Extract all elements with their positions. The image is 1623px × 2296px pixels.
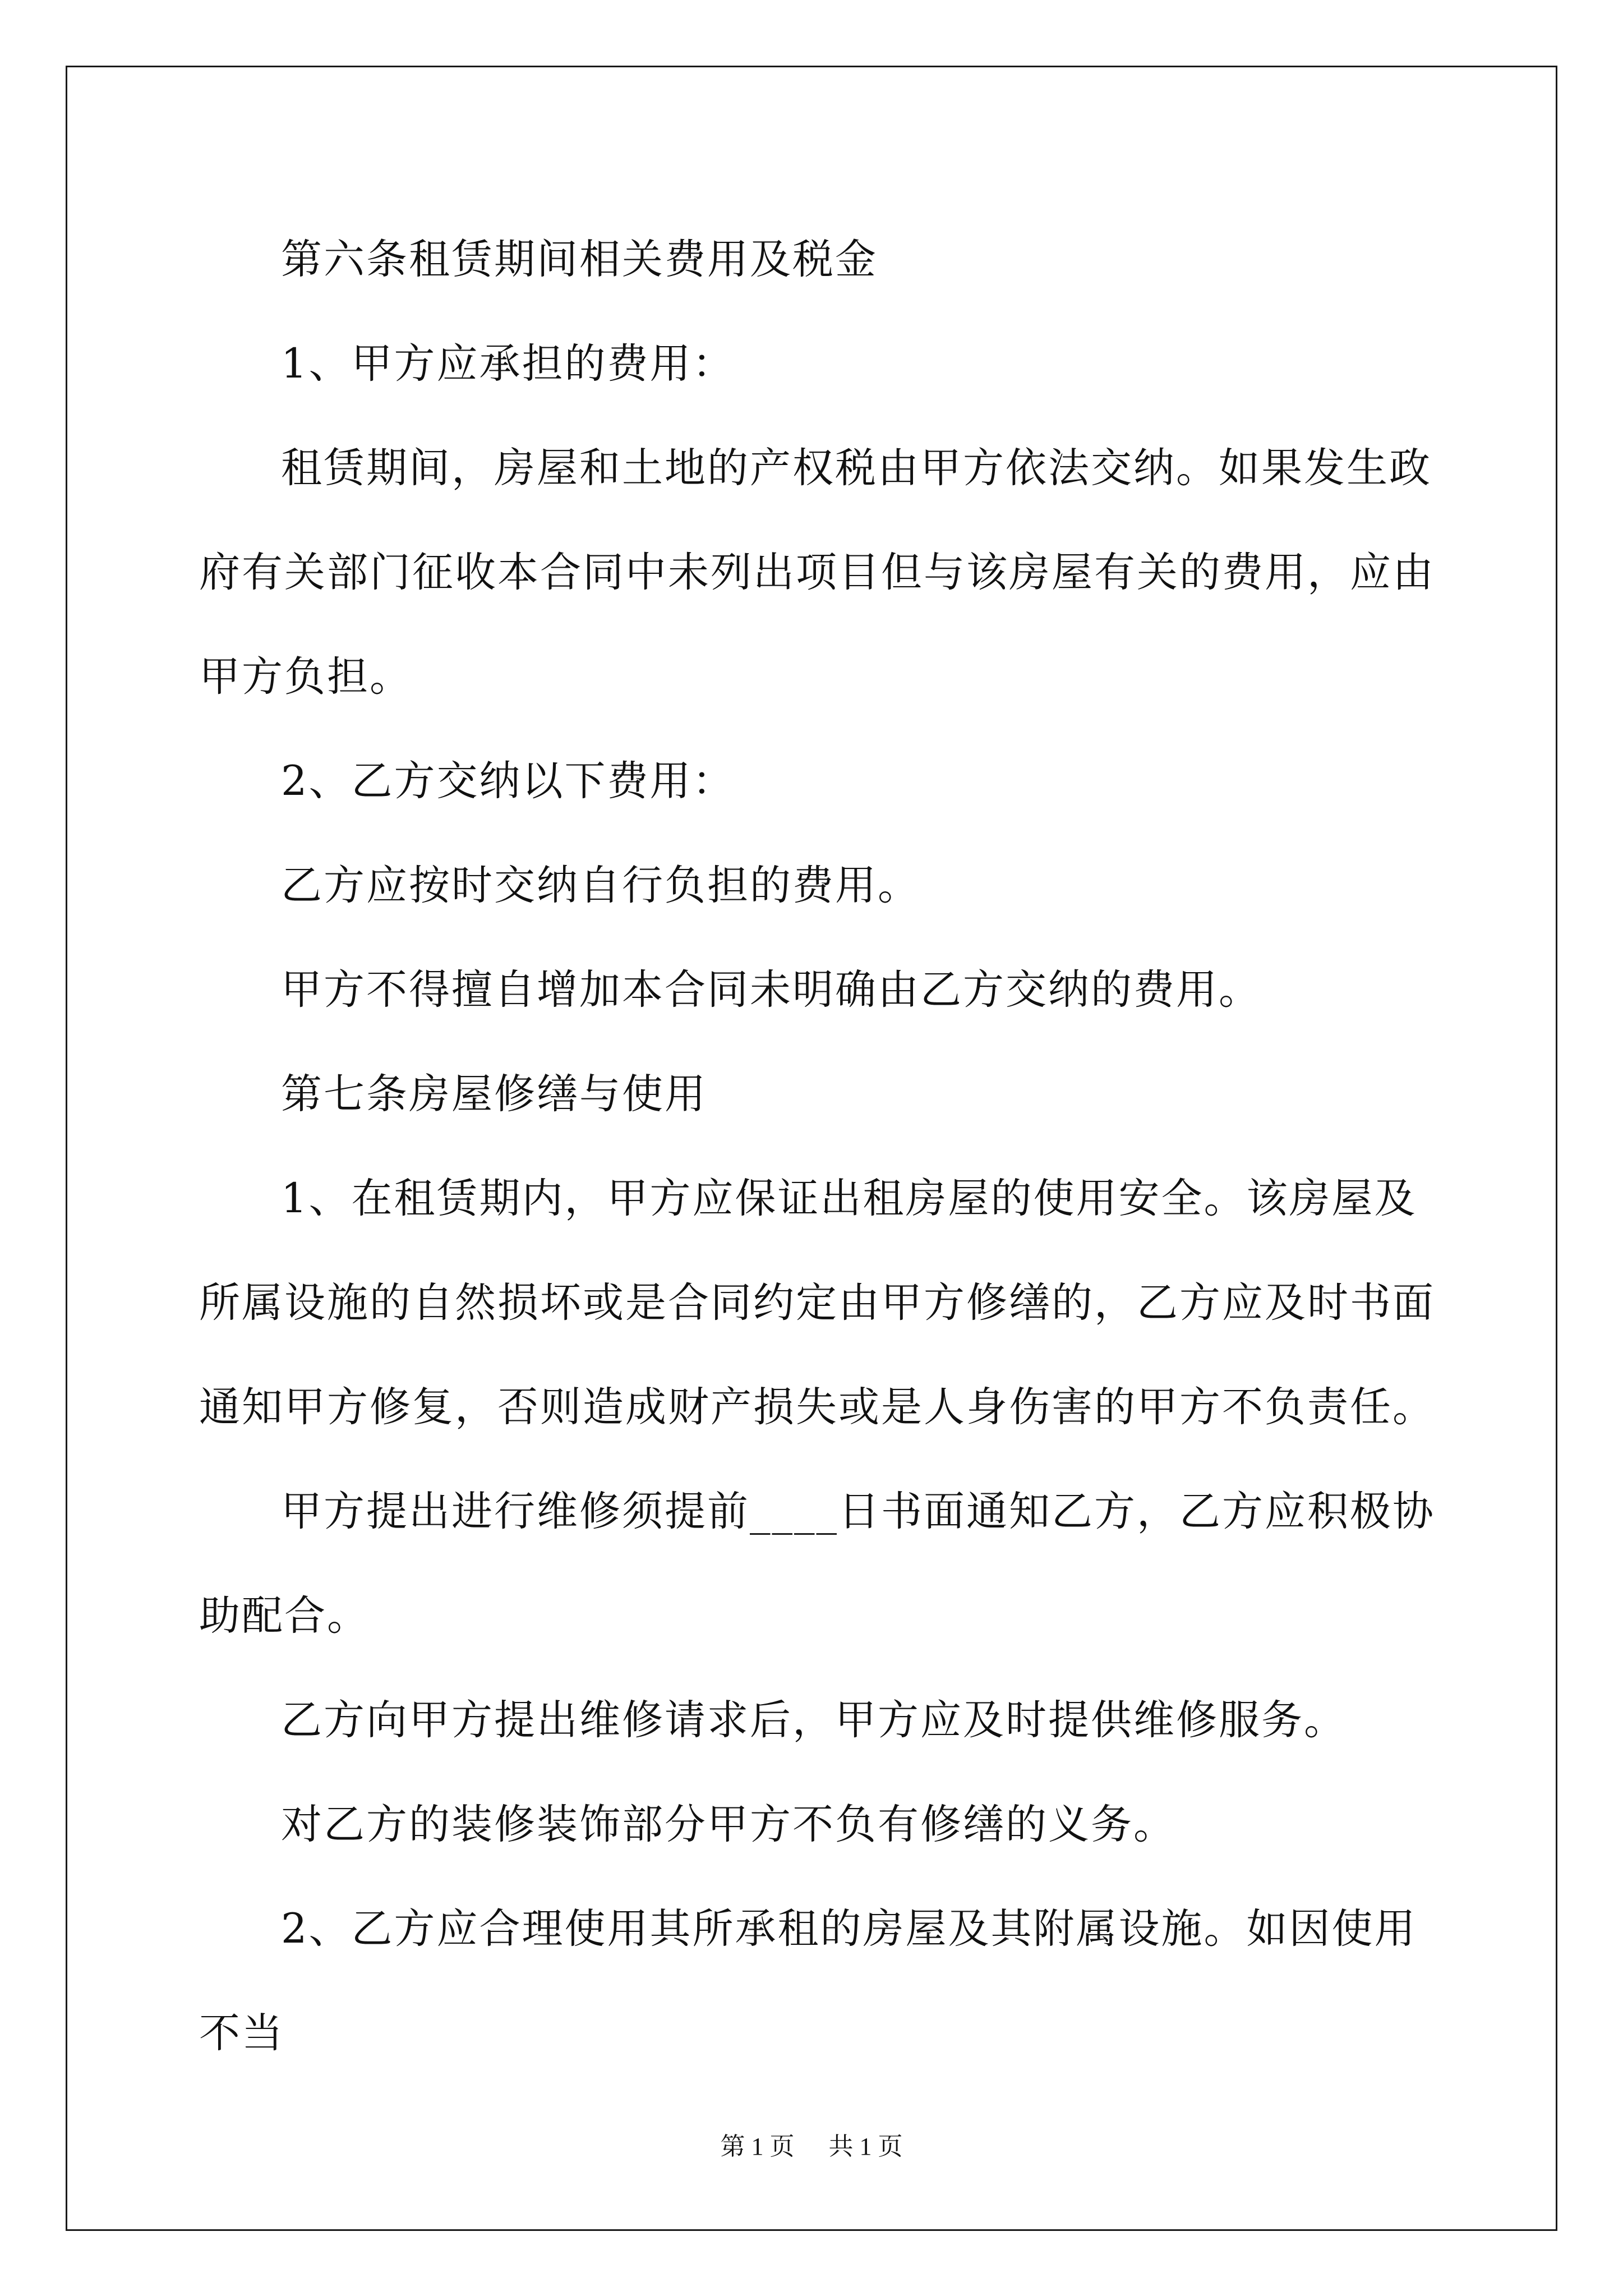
document-body xyxy=(199,208,1436,2086)
paragraph: 对乙方的装修装饰部分甲方不负有修缮的义务。 xyxy=(281,1801,1176,1848)
page-footer xyxy=(0,2126,1623,2162)
paragraph: 1、在租赁期内，甲方应保证出租房屋的使用安全。该房屋及所属设施的自然损坏或是合同约定由甲方修缮的，乙方应及时书面通知甲方修复，否则造成财产损失或是人身伤害的甲方不负责任。 xyxy=(199,1175,1435,1431)
section-heading-7: 第七条房屋修缮与使用 xyxy=(281,1070,707,1118)
paragraph: 2、乙方应合理使用其所承租的房屋及其附属设施。如因使用不当 xyxy=(199,1905,1417,2057)
paragraph: 租赁期间，房屋和土地的产权税由甲方依法交纳。如果发生政府有关部门征收本合同中未列出项目但与该房屋有关的费用，应由甲方负担。 xyxy=(199,444,1435,701)
paragraph: 甲方提出进行维修须提前____日书面通知乙方，乙方应积极协助配合。 xyxy=(199,1488,1435,1640)
paragraph: 2、乙方交纳以下费用： xyxy=(281,757,735,805)
paragraph: 乙方向甲方提出维修请求后，甲方应及时提供维修服务。 xyxy=(281,1696,1347,1744)
page-number: 第 1 页 xyxy=(720,2133,795,2160)
section-heading-6: 第六条租赁期间相关费用及税金 xyxy=(281,236,878,283)
paragraph: 甲方不得擅自增加本合同未明确由乙方交纳的费用。 xyxy=(281,966,1261,1014)
paragraph: 1、甲方应承担的费用： xyxy=(281,340,735,388)
page-total: 共 1 页 xyxy=(828,2133,903,2160)
paragraph: 乙方应按时交纳自行负担的费用。 xyxy=(281,862,920,909)
